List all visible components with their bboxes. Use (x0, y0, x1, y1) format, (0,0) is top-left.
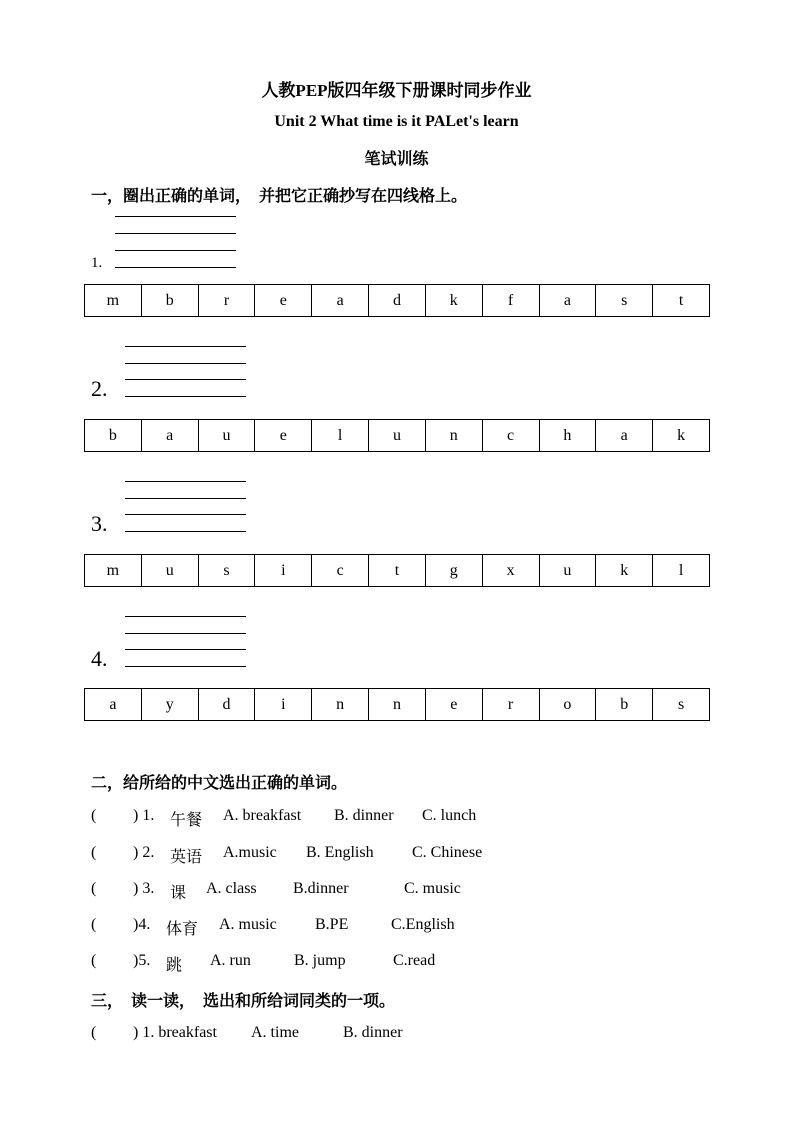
letter-cell[interactable]: u (198, 420, 255, 452)
option-a: A. time (251, 1024, 299, 1041)
answer-paren[interactable]: ( (91, 916, 97, 933)
choice-question (91, 1024, 403, 1114)
option-b: B. dinner (334, 807, 394, 824)
question-number: ) 3. (133, 880, 155, 897)
letter-cell[interactable]: h (539, 420, 596, 452)
worksheet-subtitle: 笔试训练 (364, 151, 429, 168)
letter-cell[interactable]: s (198, 555, 255, 587)
letter-cell[interactable]: b (85, 420, 142, 452)
answer-paren[interactable]: ( (91, 1024, 97, 1041)
letter-cell[interactable]: i (255, 689, 312, 721)
option-a: A. breakfast (223, 807, 302, 824)
answer-paren[interactable]: ( (91, 952, 97, 969)
letter-grid-1 (84, 284, 710, 317)
letter-cell[interactable]: c (482, 420, 539, 452)
letter-cell[interactable]: f (482, 285, 539, 317)
letter-cell[interactable]: m (85, 555, 142, 587)
letter-grid-4 (84, 688, 710, 721)
letter-grid-2 (84, 419, 710, 452)
letter-cell[interactable]: a (539, 285, 596, 317)
letter-cell[interactable]: m (85, 285, 142, 317)
option-c: C.English (391, 916, 455, 933)
chinese-word: 课 (170, 885, 187, 902)
question-number: ) 2. (133, 844, 155, 861)
option-b: B. jump (294, 952, 346, 969)
letter-cell[interactable]: n (425, 420, 482, 452)
letter-cell[interactable]: s (596, 285, 653, 317)
letter-cell[interactable]: a (85, 689, 142, 721)
option-b: B.dinner (293, 880, 349, 897)
option-a: A. class (206, 880, 257, 897)
letter-cell[interactable]: e (255, 285, 312, 317)
letter-cell[interactable]: l (653, 555, 710, 587)
letter-cell[interactable]: k (425, 285, 482, 317)
letter-grid-3 (84, 554, 710, 587)
letter-cell[interactable]: s (653, 689, 710, 721)
letter-cell[interactable]: r (482, 689, 539, 721)
chinese-word: 体育 (166, 921, 199, 938)
unit-title: Unit 2 What time is it PALet's learn (274, 113, 519, 130)
answer-paren[interactable]: ( (91, 880, 97, 897)
letter-cell[interactable]: b (141, 285, 198, 317)
letter-cell[interactable]: t (653, 285, 710, 317)
letter-cell[interactable]: k (596, 555, 653, 587)
section-3-heading: 三， 读一读， 选出和所给词同类的一项。 (91, 993, 396, 1010)
letter-cell[interactable]: o (539, 689, 596, 721)
option-a: A. music (219, 916, 277, 933)
question-4-number: 4. (91, 646, 108, 671)
option-a: A. run (210, 952, 251, 969)
option-c: C. music (404, 880, 461, 897)
worksheet-title: 人教PEP版四年级下册课时同步作业 (261, 81, 532, 100)
letter-cell[interactable]: a (141, 420, 198, 452)
chinese-word: 跳 (166, 957, 183, 974)
question-number: )4. (133, 916, 151, 933)
option-c: C. Chinese (412, 844, 483, 861)
letter-cell[interactable]: t (369, 555, 426, 587)
option-a: A.music (223, 844, 277, 861)
letter-cell[interactable]: i (255, 555, 312, 587)
option-b: B.PE (315, 916, 349, 933)
letter-cell[interactable]: e (255, 420, 312, 452)
letter-cell[interactable]: r (198, 285, 255, 317)
letter-cell[interactable]: k (653, 420, 710, 452)
letter-cell[interactable]: x (482, 555, 539, 587)
answer-paren[interactable]: ( (91, 844, 97, 861)
letter-cell[interactable]: a (596, 420, 653, 452)
question-1-number: 1. (91, 255, 103, 271)
letter-cell[interactable]: l (312, 420, 369, 452)
letter-cell[interactable]: b (596, 689, 653, 721)
letter-cell[interactable]: e (425, 689, 482, 721)
section-2-heading: 二，给所给的中文选出正确的单词。 (91, 775, 348, 792)
letter-cell[interactable]: u (539, 555, 596, 587)
letter-cell[interactable]: y (141, 689, 198, 721)
letter-cell[interactable]: d (198, 689, 255, 721)
option-c: C.read (393, 952, 436, 969)
question-number: ) 1. breakfast (133, 1024, 217, 1041)
chinese-word: 英语 (170, 849, 203, 866)
letter-cell[interactable]: u (141, 555, 198, 587)
letter-cell[interactable]: g (425, 555, 482, 587)
chinese-word: 午餐 (170, 812, 203, 829)
letter-cell[interactable]: n (369, 689, 426, 721)
answer-paren[interactable]: ( (91, 807, 97, 824)
section-1-heading: 一，圈出正确的单词， 并把它正确抄写在四线格上。 (91, 188, 468, 205)
option-b: B. dinner (343, 1024, 403, 1041)
letter-cell[interactable]: a (312, 285, 369, 317)
question-number: )5. (133, 952, 151, 969)
option-b: B. English (306, 844, 374, 861)
letter-cell[interactable]: u (369, 420, 426, 452)
letter-cell[interactable]: n (312, 689, 369, 721)
option-c: C. lunch (422, 807, 477, 824)
question-number: ) 1. (133, 807, 155, 824)
question-2-number: 2. (91, 376, 108, 401)
letter-cell[interactable]: d (369, 285, 426, 317)
question-3-number: 3. (91, 511, 108, 536)
letter-cell[interactable]: c (312, 555, 369, 587)
